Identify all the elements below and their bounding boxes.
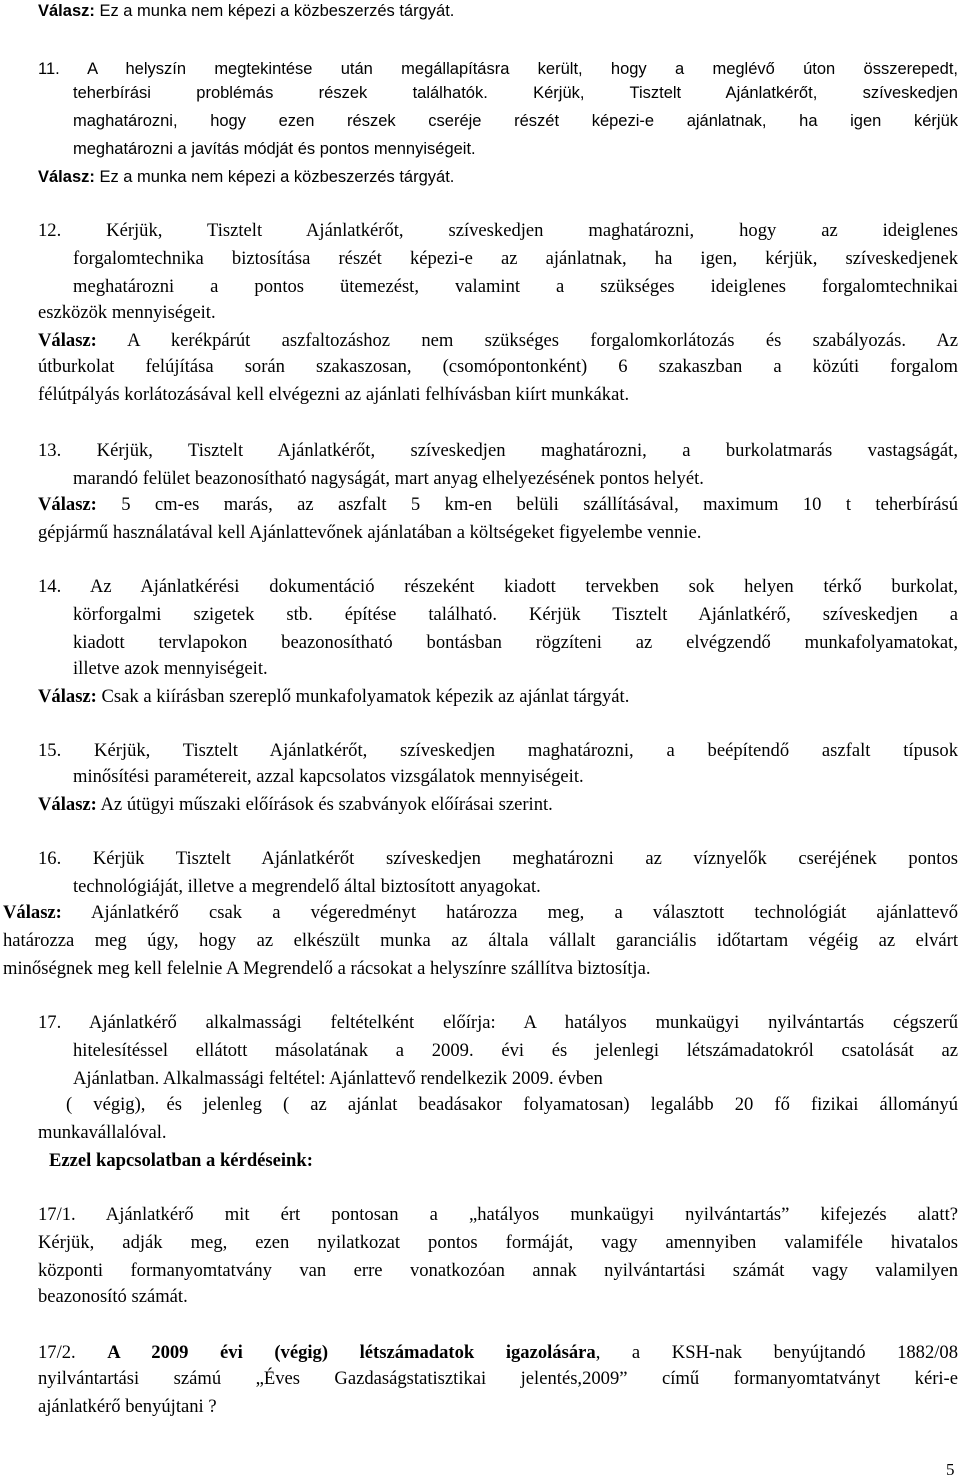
text-span: központi formanyomtatvány van erre vonatkozóan annak nyilvántartási számát vagy valamilyen (38, 1260, 958, 1281)
text-line (38, 384, 629, 406)
text-span: gépjármű használatával kell Ajánlattevőnek ajánlatában a költségeket figyelembe vennie. (38, 522, 702, 543)
text-span: Ez a munka nem képezi a közbeszerzés tárgyát. (94, 168, 455, 186)
text-span: beazonosító számát. (38, 1286, 188, 1307)
text-span: Ajánlatkérő csak a végeredményt határozza meg, a választott technológiát ajánlattevő (61, 902, 958, 923)
bold-text: Ezzel kapcsolatban a kérdéseink: (49, 1150, 313, 1171)
text-line (3, 902, 958, 924)
text-span: útburkolat felújítása során szakaszosan, (csomópontonként) 6 szakaszban a közúti forgalom (38, 356, 958, 377)
text-line (38, 330, 958, 352)
text-line (38, 1204, 958, 1226)
text-span: 16. Kérjük Tisztelt Ajánlatkérőt szíveskedjen meghatározni az víznyelők cseréjének pontos (38, 848, 958, 869)
bold-text: Válasz: (3, 902, 62, 923)
text-line (66, 1094, 958, 1116)
bold-text: A 2009 évi (végig) létszámadatok igazolására (107, 1342, 596, 1363)
text-line (73, 468, 704, 490)
text-span: Kérjük, adják meg, ezen nyilatkozat pontos formáját, vagy amennyiben valamiféle hivatalos (38, 1232, 958, 1253)
text-span: marandó felület beazonosítható nagyságát, mart anyag elhelyezésének pontos helyét. (73, 468, 704, 489)
bold-text: Válasz: (38, 168, 95, 186)
text-line (38, 794, 553, 816)
text-line (38, 1260, 958, 1282)
text-span: meghatározni a pontos ütemezést, valamint a szükséges ideiglenes forgalomtechnikai (73, 276, 958, 297)
text-span: teherbírási problémás részek találhatók. Kérjük, Tisztelt Ajánlatkérőt, szíveskedjen (73, 84, 958, 102)
text-line (38, 1396, 217, 1418)
text-line (38, 0, 454, 22)
text-line (38, 494, 958, 516)
text-span: ( végig), és jelenleg ( az ajánlat beadásakor folyamatosan) legalább 20 fő fizikai állományú (66, 1094, 958, 1115)
text-span: 17/1. Ajánlatkérő mit ért pontosan a „hatályos munkaügyi nyilvántartás” kifejezés alatt? (38, 1204, 958, 1225)
text-line (38, 1122, 167, 1144)
text-line (73, 766, 584, 788)
text-span: maghatározni, hogy ezen részek cseréje részét képezi-e ajánlatnak, ha igen kérjük (73, 112, 958, 130)
text-span: Csak a kiírásban szereplő munkafolyamatok képezik az ajánlat tárgyát. (96, 686, 630, 707)
text-line (73, 276, 958, 298)
text-span: forgalomtechnika biztosítása részét képezi-e az ajánlatnak, ha igen, kérjük, szíveskedjenek (73, 248, 958, 269)
text-line (38, 576, 958, 598)
text-span: 12. Kérjük, Tisztelt Ajánlatkérőt, szíveskedjen maghatározni, hogy az ideiglenes (38, 220, 958, 241)
text-line (73, 632, 958, 654)
bold-text: Válasz: (38, 2, 95, 20)
text-span: ajánlatkérő benyújtani ? (38, 1396, 217, 1417)
text-line (38, 522, 701, 544)
text-line (73, 110, 958, 132)
text-line (3, 930, 958, 952)
text-span: 17. Ajánlatkérő alkalmassági feltételként előírja: A hatályos munkaügyi nyilvántartás cégszerű (38, 1012, 958, 1033)
text-line (38, 1286, 188, 1308)
text-span: 14. Az Ajánlatkérési dokumentáció részeként kiadott tervekben sok helyen térkő burkolat, (38, 576, 958, 597)
text-line (73, 1040, 958, 1062)
text-line (38, 1368, 958, 1390)
text-span: , a KSH-nak benyújtandó 1882/08 (595, 1342, 959, 1363)
text-line (3, 958, 650, 980)
text-span: 11. A helyszín megtekintése után megállapításra került, hogy a meglévő úton összerepedt, (38, 60, 958, 78)
page-number: 5 (946, 1460, 955, 1479)
bold-text: Válasz: (38, 330, 97, 351)
text-span: félútpályás korlátozásával kell elvégezni az ajánlati felhívásban kiírt munkákat. (38, 384, 630, 405)
text-line (38, 220, 958, 242)
text-span: munkavállalóval. (38, 1122, 167, 1143)
text-span: kiadott tervlapokon beazonosítható bontásban rögzíteni az elvégzendő munkafolyamatokat, (73, 632, 958, 653)
text-line (73, 1068, 603, 1090)
text-line (38, 686, 629, 708)
text-line (38, 740, 958, 762)
bold-text: Válasz: (38, 494, 97, 515)
bold-text: Válasz: (38, 686, 97, 707)
text-span: Az útügyi műszaki előírások és szabványok előírásai szerint. (96, 794, 553, 815)
text-span: hitelesítéssel ellátott másolatának a 2009. évi és jelenlegi létszámadatokról csatolását az (73, 1040, 958, 1061)
text-line (38, 356, 958, 378)
text-line (38, 440, 958, 462)
text-span: Ajánlatban. Alkalmassági feltétel: Ajánlattevő rendelkezik 2009. évben (73, 1068, 603, 1089)
text-line (38, 1232, 958, 1254)
text-line (38, 1342, 958, 1364)
text-line (38, 1012, 958, 1034)
text-span: Ez a munka nem képezi a közbeszerzés tárgyát. (94, 2, 455, 20)
text-span: 13. Kérjük, Tisztelt Ajánlatkérőt, szíveskedjen maghatározni, a burkolatmarás vastagságát, (38, 440, 958, 461)
text-span: 5 cm-es marás, az aszfalt 5 km-en belüli szállításával, maximum 10 t teherbírású (96, 494, 958, 515)
text-line (73, 658, 268, 680)
text-line (49, 1150, 313, 1172)
text-line (38, 848, 958, 870)
text-span: eszközök mennyiségeit. (38, 302, 216, 323)
text-line (73, 138, 476, 160)
text-line (73, 248, 958, 270)
text-line (73, 82, 958, 104)
text-span: 15. Kérjük, Tisztelt Ajánlatkérőt, szíveskedjen maghatározni, a beépítendő aszfalt típusok (38, 740, 958, 761)
text-span: határozza meg úgy, hogy az elkészült munka az általa vállalt garanciális időtartam végéig az elvárt (3, 930, 958, 951)
text-line (38, 58, 958, 80)
text-span: A kerékpárút aszfaltozáshoz nem szükséges forgalomkorlátozás és szabályozás. Az (96, 330, 958, 351)
text-span: körforgalmi szigetek stb. építése található. Kérjük Tisztelt Ajánlatkérő, szíveskedjen a (73, 604, 958, 625)
text-line (73, 876, 541, 898)
text-line (38, 302, 216, 324)
text-line (73, 604, 958, 626)
text-span: meghatározni a javítás módját és pontos mennyiségeit. (73, 140, 476, 158)
text-span: minőségnek meg kell felelnie A Megrendelő a rácsokat a helyszínre szállítva biztosítja. (3, 958, 651, 979)
text-span: technológiáját, illetve a megrendelő által biztosított anyagokat. (73, 876, 541, 897)
text-span: nyilvántartási számú „Éves Gazdaságstatisztikai jelentés,2009” című formanyomtatványt kéri-e (38, 1368, 958, 1389)
text-span: minősítési paramétereit, azzal kapcsolatos vizsgálatok mennyiségeit. (73, 766, 584, 787)
text-span: 17/2. (38, 1342, 108, 1363)
text-line (38, 166, 454, 188)
text-span: illetve azok mennyiségeit. (73, 658, 268, 679)
bold-text: Válasz: (38, 794, 97, 815)
